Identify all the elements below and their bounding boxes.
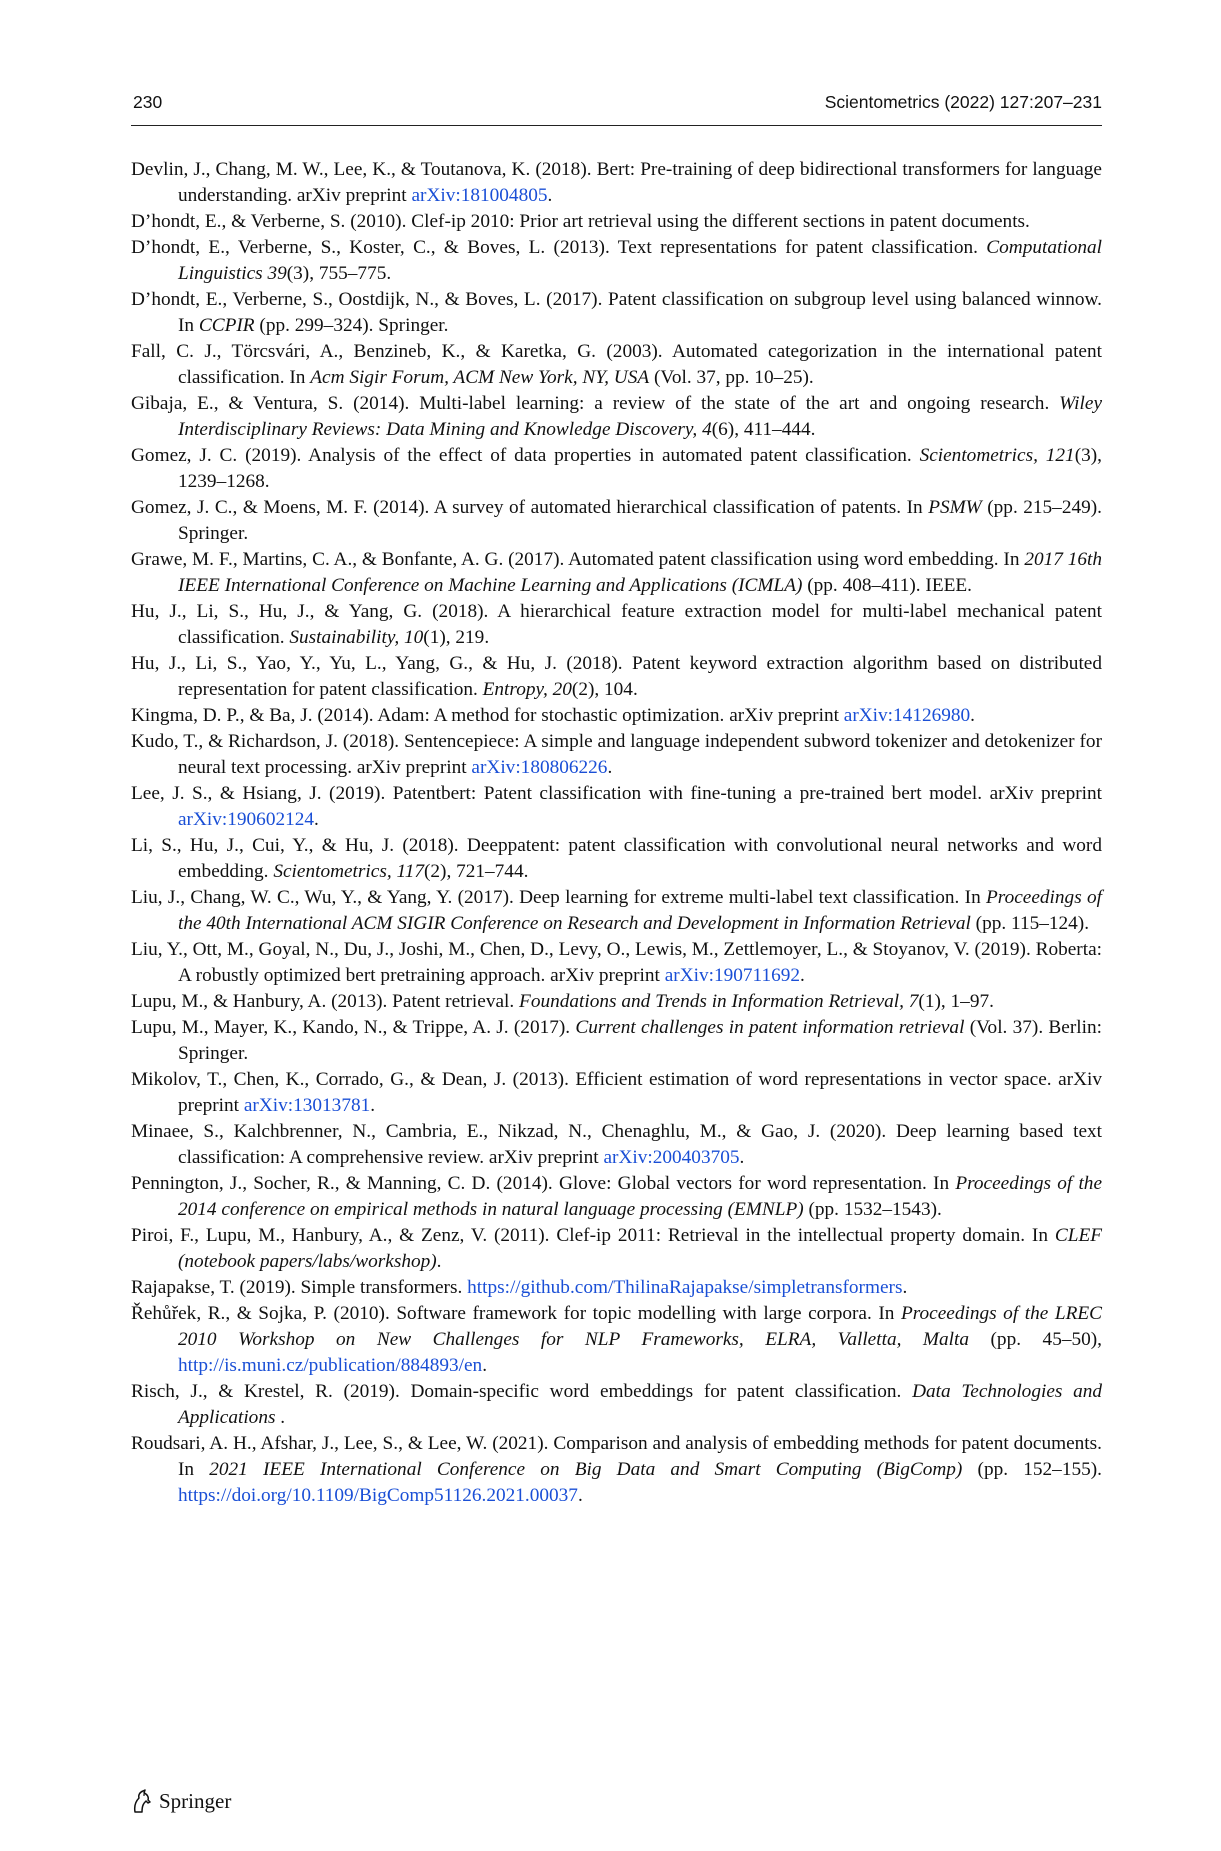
reference-item xyxy=(131,651,1102,703)
reference-item xyxy=(131,937,1102,989)
reference-text: . xyxy=(577,1485,583,1506)
reference-text: . xyxy=(370,1095,376,1116)
reference-item xyxy=(131,495,1102,547)
reference-italic: 2021 IEEE International Conference on Big Data and Smart Computing (BigComp) xyxy=(209,1459,963,1480)
reference-text: (pp. 152–155). xyxy=(962,1459,1102,1480)
reference-text: . xyxy=(902,1277,908,1298)
reference-item xyxy=(131,391,1102,443)
reference-text: . xyxy=(800,965,805,986)
reference-text: Liu, J., Chang, W. C., Wu, Y., & Yang, Y. (2017). Deep learning for extreme multi-label text classification. In xyxy=(131,887,987,908)
reference-item xyxy=(131,703,1102,729)
reference-link[interactable]: arXiv:13013781 xyxy=(243,1095,371,1116)
reference-item xyxy=(131,1223,1102,1275)
reference-text: (3), 1239–1268. xyxy=(178,445,1102,492)
reference-item xyxy=(131,235,1102,287)
reference-text: D’hondt, E., Verberne, S., Oostdijk, N., & Boves, L. (2017). Patent classification on subgroup level using balanced winnow. In xyxy=(131,289,1102,336)
reference-text: . xyxy=(970,705,975,726)
reference-text: Li, S., Hu, J., Cui, Y., & Hu, J. (2018). Deeppatent: patent classification with convolutional neural networks and word embedding. xyxy=(131,835,1102,882)
reference-item xyxy=(131,157,1102,209)
reference-text: . xyxy=(739,1147,745,1168)
reference-item xyxy=(131,1379,1102,1431)
reference-item xyxy=(131,443,1102,495)
reference-text: Gomez, J. C., & Moens, M. F. (2014). A survey of automated hierarchical classification of patents. In xyxy=(131,497,929,518)
reference-item xyxy=(131,1301,1102,1379)
reference-item xyxy=(131,1067,1102,1119)
reference-item xyxy=(131,209,1102,235)
reference-text: Pennington, J., Socher, R., & Manning, C. D. (2014). Glove: Global vectors for word representation. In xyxy=(131,1173,956,1194)
reference-link[interactable]: arXiv:181004805 xyxy=(411,185,548,206)
reference-text: (pp. 1532–1543). xyxy=(803,1199,942,1220)
reference-text: Fall, C. J., Törcsvári, A., Benzineb, K., & Karetka, G. (2003). Automated categorization in the international patent classification. In xyxy=(131,341,1102,388)
reference-italic: PSMW xyxy=(928,497,982,518)
reference-text: (Vol. 37). Berlin: Springer. xyxy=(178,1017,1102,1064)
reference-item xyxy=(131,287,1102,339)
reference-text: Risch, J., & Krestel, R. (2019). Domain-specific word embeddings for patent classification. xyxy=(131,1381,913,1402)
reference-text: Devlin, J., Chang, M. W., Lee, K., & Toutanova, K. (2018). Bert: Pre-training of deep bidirectional transformers for language understanding. arXiv preprint xyxy=(131,159,1102,206)
reference-link[interactable]: https://doi.org/10.1109/BigComp51126.2021.00037 xyxy=(178,1485,578,1506)
reference-text: D’hondt, E., Verberne, S., Koster, C., & Boves, L. (2013). Text representations for patent classification. xyxy=(131,237,987,258)
reference-italic: CLEF (notebook papers/labs/workshop) xyxy=(178,1225,1102,1272)
reference-item xyxy=(131,599,1102,651)
reference-text: Lupu, M., & Hanbury, A. (2013). Patent retrieval. xyxy=(131,991,520,1012)
reference-text: (6), 411–444. xyxy=(711,419,816,440)
journal-citation: Scientometrics (2022) 127:207–231 xyxy=(824,92,1102,112)
publisher-name: Springer xyxy=(159,1788,232,1813)
reference-text: Lee, J. S., & Hsiang, J. (2019). Patentbert: Patent classification with fine-tuning a pre-trained bert model. arXiv preprint xyxy=(131,783,1102,804)
reference-item xyxy=(131,1015,1102,1067)
running-head xyxy=(131,92,1102,126)
reference-list xyxy=(131,157,1102,1509)
reference-text: Gibaja, E., & Ventura, S. (2014). Multi-label learning: a review of the state of the art and ongoing research. xyxy=(131,393,1060,414)
reference-text: . xyxy=(607,757,613,778)
reference-link[interactable]: arXiv:200403705 xyxy=(603,1147,740,1168)
reference-text: Roudsari, A. H., Afshar, J., Lee, S., & Lee, W. (2021). Comparison and analysis of embedding methods for patent documents. In xyxy=(131,1433,1102,1480)
reference-text: (2), 104. xyxy=(571,679,638,700)
reference-text: Rajapakse, T. (2019). Simple transformers. xyxy=(131,1277,468,1298)
reference-item xyxy=(131,1431,1102,1509)
reference-text: (2), 721–744. xyxy=(423,861,529,882)
reference-italic: Scientometrics, 121 xyxy=(919,445,1075,466)
reference-italic: Entropy, 20 xyxy=(482,679,572,700)
reference-item xyxy=(131,339,1102,391)
reference-text: Hu, J., Li, S., Yao, Y., Yu, L., Yang, G., & Hu, J. (2018). Patent keyword extraction algorithm based on distributed representation for patent classification. xyxy=(131,653,1102,700)
reference-item xyxy=(131,1119,1102,1171)
publisher-footer xyxy=(131,1784,231,1818)
reference-text: Grawe, M. F., Martins, C. A., & Bonfante, A. G. (2017). Automated patent classification using word embedding. In xyxy=(131,549,1025,570)
reference-text: D’hondt, E., & Verberne, S. (2010). Clef-ip 2010: Prior art retrieval using the different sections in patent documents. xyxy=(131,211,1030,232)
reference-item xyxy=(131,729,1102,781)
reference-text: Kudo, T., & Richardson, J. (2018). Sentencepiece: A simple and language independent subword tokenizer and detokenizer for neural text processing. arXiv preprint xyxy=(131,731,1102,778)
reference-link[interactable]: https://github.com/ThilinaRajapakse/simpletransformers xyxy=(467,1277,903,1298)
reference-item xyxy=(131,833,1102,885)
reference-text: . xyxy=(547,185,553,206)
reference-italic: Proceedings of the LREC 2010 Workshop on New Challenges for NLP Frameworks, ELRA, Valletta, Malta xyxy=(178,1303,1102,1350)
reference-text: (pp. 45–50), xyxy=(968,1329,1102,1350)
reference-text: . xyxy=(436,1251,442,1272)
reference-link[interactable]: arXiv:190602124 xyxy=(178,809,315,830)
reference-text: (1), 1–97. xyxy=(918,991,994,1012)
reference-text: (1), 219. xyxy=(423,627,490,648)
reference-italic: Data Technologies and Applications xyxy=(178,1381,1102,1428)
reference-link[interactable]: arXiv:180806226 xyxy=(471,757,608,778)
reference-item xyxy=(131,885,1102,937)
reference-italic: Sustainability, 10 xyxy=(289,627,424,648)
reference-item xyxy=(131,547,1102,599)
reference-italic: Proceedings of the 2014 conference on empirical methods in natural language processing (EMNLP) xyxy=(178,1173,1102,1220)
springer-horse-icon xyxy=(131,1789,153,1813)
reference-text: Lupu, M., Mayer, K., Kando, N., & Trippe, A. J. (2017). xyxy=(131,1017,576,1038)
reference-italic: 2017 16th IEEE International Conference on Machine Learning and Applications (ICMLA) xyxy=(178,549,1102,596)
reference-link[interactable]: arXiv:14126980 xyxy=(843,705,971,726)
reference-italic: Foundations and Trends in Information Retrieval, 7 xyxy=(519,991,919,1012)
reference-text: (pp. 408–411). IEEE. xyxy=(802,575,972,596)
reference-text: . xyxy=(314,809,319,830)
reference-item xyxy=(131,781,1102,833)
reference-italic: Current challenges in patent information retrieval xyxy=(575,1017,965,1038)
reference-italic: CCPIR xyxy=(198,315,255,336)
reference-italic: Wiley Interdisciplinary Reviews: Data Mining and Knowledge Discovery, 4 xyxy=(178,393,1102,440)
reference-italic: Computational Linguistics 39 xyxy=(178,237,1102,284)
reference-item xyxy=(131,989,1102,1015)
reference-text: Piroi, F., Lupu, M., Hanbury, A., & Zenz, V. (2011). Clef-ip 2011: Retrieval in the intellectual property domain. In xyxy=(131,1225,1055,1246)
reference-text: Kingma, D. P., & Ba, J. (2014). Adam: A method for stochastic optimization. arXiv preprint xyxy=(131,705,844,726)
reference-text: (pp. 299–324). Springer. xyxy=(254,315,449,336)
reference-text: (pp. 215–249). Springer. xyxy=(178,497,1102,544)
reference-text: . xyxy=(275,1407,286,1428)
reference-text: (3), 755–775. xyxy=(286,263,392,284)
reference-text: Minaee, S., Kalchbrenner, N., Cambria, E., Nikzad, N., Chenaghlu, M., & Gao, J. (2020). Deep learning based text classification: A comprehensive review. arXiv preprint xyxy=(131,1121,1102,1168)
reference-text: (pp. 115–124). xyxy=(970,913,1090,934)
header-divider xyxy=(131,125,1102,126)
reference-text: (Vol. 37, pp. 10–25). xyxy=(649,367,814,388)
reference-text: Hu, J., Li, S., Hu, J., & Yang, G. (2018). A hierarchical feature extraction model for multi-label mechanical patent classification. xyxy=(131,601,1102,648)
reference-text: . xyxy=(482,1355,488,1376)
reference-italic: Scientometrics, 117 xyxy=(273,861,424,882)
reference-italic: Proceedings of the 40th International ACM SIGIR Conference on Research and Development in Information Retrieval xyxy=(178,887,1102,934)
reference-italic: Acm Sigir Forum, ACM New York, NY, USA xyxy=(310,367,650,388)
reference-text: Gomez, J. C. (2019). Analysis of the effect of data properties in automated patent classification. xyxy=(131,445,920,466)
reference-link[interactable]: http://is.muni.cz/publication/884893/en xyxy=(178,1355,483,1376)
reference-text: Liu, Y., Ott, M., Goyal, N., Du, J., Joshi, M., Chen, D., Levy, O., Lewis, M., Zettlemoyer, L., & Stoyanov, V. (2019). Roberta: A robustly optimized bert pretraining approach. arXiv preprint xyxy=(131,939,1102,986)
reference-text: Řehůřek, R., & Sojka, P. (2010). Software framework for topic modelling with large corpora. In xyxy=(131,1303,901,1324)
reference-item xyxy=(131,1275,1102,1301)
reference-item xyxy=(131,1171,1102,1223)
page-number: 230 xyxy=(133,92,163,112)
reference-link[interactable]: arXiv:190711692 xyxy=(664,965,801,986)
reference-text: Mikolov, T., Chen, K., Corrado, G., & Dean, J. (2013). Efficient estimation of word representations in vector space. arXiv preprint xyxy=(131,1069,1102,1116)
